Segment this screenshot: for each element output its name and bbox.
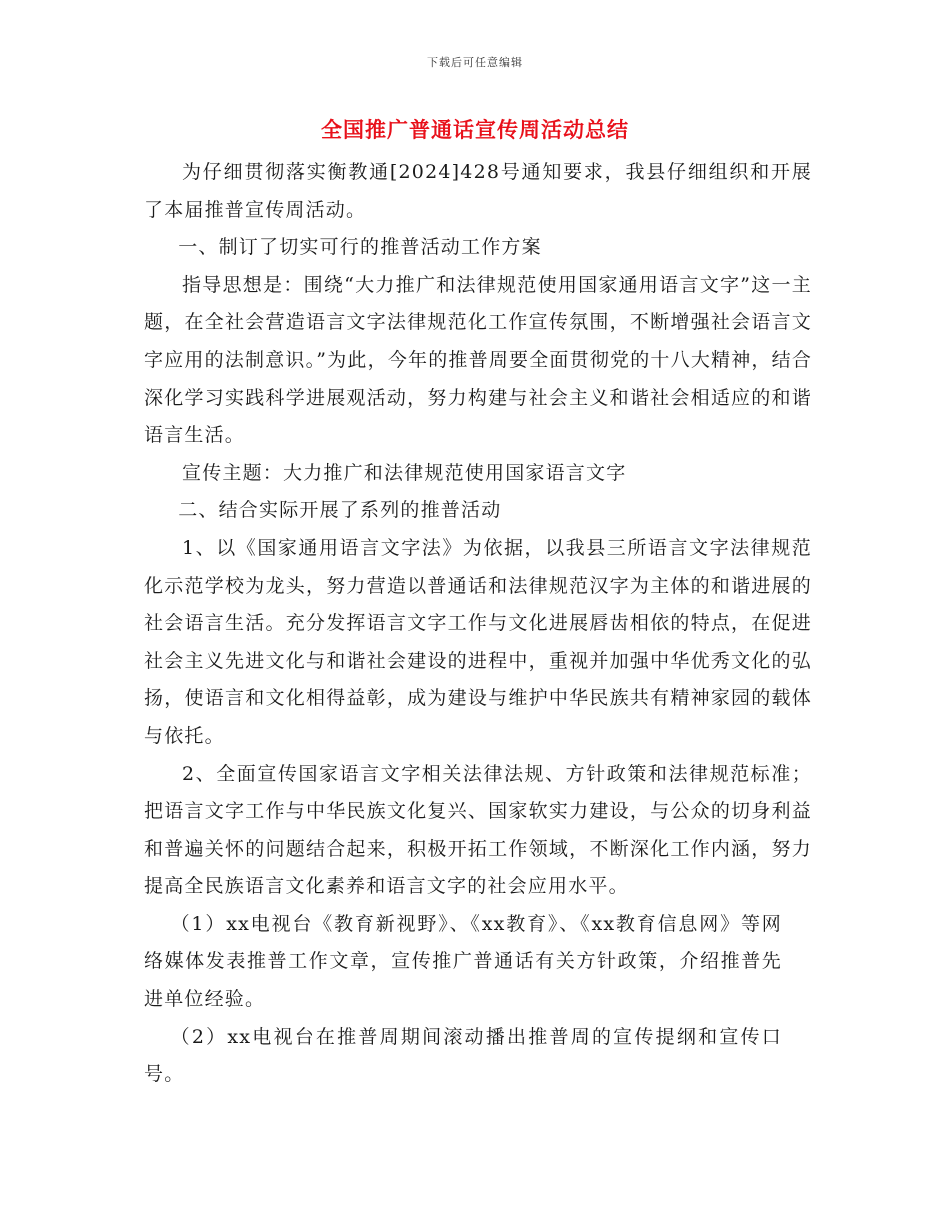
paragraph-guiding-ideology: 指导思想是：围绕“大力推广和法律规范使用国家通用语言文字”这一主题，在全社会营造语言文字法律规范化工作宣传氛围，不断增强社会语言文字应用的法制意识。”为此，今年的推普周要全面贯彻党的十八大精神，结合深化学习实践科学进展观活动，努力构建与社会主义和谐社会相适应的和谐语言生活。 [144,273,813,447]
paragraph-subitem-1: （1）xx电视台《教育新视野》、《xx教育》、《xx教育信息网》等网络媒体发表推普工作文章，宣传推广普通话有关方针政策，介绍推普先进单位经验。 [144,912,782,1011]
document-body [144,154,812,1094]
section-heading-1: 一、制订了切实可行的推普活动工作方案 [178,236,542,259]
document-title: 全国推广普通话宣传周活动总结 [321,117,629,142]
paragraph-item-2: 2、全面宣传国家语言文字相关法律法规、方针政策和法律规范标准；把语言文字工作与中华民族文化复兴、国家软实力建设，与公众的切身利益和普遍关怀的问题结合起来，积极开拓工作领域，不断深化工作内涵，努力提高全民族语言文化素养和语言文字的社会应用水平。 [144,762,812,898]
paragraph-item-1: 1、以《国家通用语言文字法》为依据，以我县三所语言文字法律规范化示范学校为龙头，努力营造以普通话和法律规范汉字为主体的和谐进展的社会语言生活。充分发挥语言文字工作与文化进展唇齿相依的特点，在促进社会主义先进文化与和谐社会建设的进程中，重视并加强中华优秀文化的弘扬，使语言和文化相得益彰，成为建设与维护中华民族共有精神家园的载体与依托。 [144,536,812,747]
page-header-note: 下载后可任意编辑 [427,56,523,69]
paragraph-intro: 为仔细贯彻落实衡教通[2024]428号通知要求，我县仔细组织和开展了本届推普宣传周活动。 [144,161,812,221]
paragraph-theme: 宣传主题：大力推广和法律规范使用国家语言文字 [182,461,627,484]
paragraph-subitem-2: （2）xx电视台在推普周期间滚动播出推普周的宣传提纲和宣传口号。 [144,1025,782,1086]
section-heading-2: 二、结合实际开展了系列的推普活动 [178,499,502,522]
